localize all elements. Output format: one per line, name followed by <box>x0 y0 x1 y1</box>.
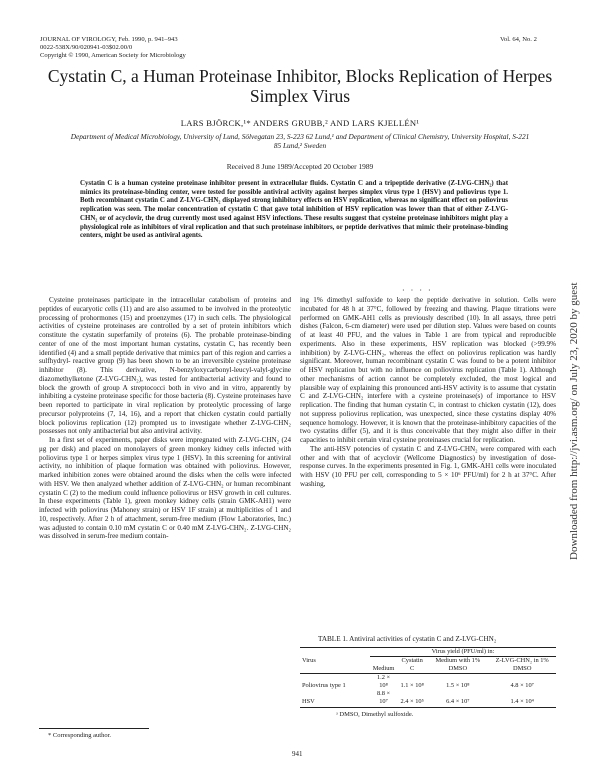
corresponding-author-footnote: * Corresponding author. <box>48 732 112 739</box>
cell-cystatin: 1.1 × 10⁸ <box>400 682 424 689</box>
body-paragraph: The anti-HSV potencies of cystatin C and Z-LVG-CHN₂ were compared with each other and with that of acyclovir (Wellcome Diagnostics) by investigation of dose-response curves. In the experiments presented in Fig. 1, GMK-AH1 cells were inoculated with HSV (10 PFU per cell, corresponding to 5 × 10⁶ PFU/ml) for 2 h at 37°C. After washing, <box>300 444 556 488</box>
issn-line: 0022-538X/90/020941-03$02.00/0 <box>40 44 133 52</box>
body-paragraph: ing 1% dimethyl sulfoxide to keep the peptide derivative in solution. Cells were incubated for 48 h at 37°C, followed by freezing and thawing. Plaque titrations were performed on GMK-AH1 cells as previously described (10). In all assays, three petri dishes (Falcon, 6-cm diameter) were used per dilution step. Values were based on counts of at least 40 PFU, and the values in Table 1 are from typical and reproducible experiments. Also in these experiments, HSV replication was blocked (>99.9% inhibition) by Z-LVG-CHN₂, whereas the effect on poliovirus replication was hardly significant. Moreover, human recombinant cystatin C was found to be a potent inhibitor of HSV replication but with no influence on poliovirus replication (Table 1). Although other mechanisms of action cannot be completely excluded, the most logical and plausible way of explaining this pronounced anti-HSV activity is to assume that cystatin C and Z-LVG-CHN₂ interfere with a cysteine proteinase(s) of importance to HSV replication. The finding that human cystatin C, in contrast to chicken cystatin (12), does not suppress poliovirus replication, was unexpected, since these cystatins display 40% sequence homology. However, it is known that the proteinase-inhibitory capacities of the two cystatins differ (5), and it is thus conceivable that they might also differ in their capacities to inhibit certain viral cysteine proteinases crucial for replication. <box>300 296 556 444</box>
column-header-zlvg: Z-LVG-CHN₂ in 1% DMSO <box>495 657 549 672</box>
footnote-rule <box>39 728 149 729</box>
journal-citation: JOURNAL OF VIROLOGY, Feb. 1990, p. 941–943 <box>40 36 178 43</box>
journal-header <box>40 36 186 61</box>
cell-dmso: 6.4 × 10⁷ <box>446 698 470 705</box>
table-container <box>300 647 556 718</box>
table-row <box>300 690 556 706</box>
cell-dmso: 1.5 × 10⁸ <box>446 682 470 689</box>
author-list: LARS BJÖRCK,¹* ANDERS GRUBB,² AND LARS KJELLÉN¹ <box>180 118 420 128</box>
cell-medium: 8.8 × 10⁷ <box>376 690 391 705</box>
cell-virus: HSV <box>302 698 315 705</box>
section-separator: · · · · <box>402 286 433 295</box>
body-left-column <box>39 296 291 541</box>
column-header-medium: Medium <box>372 665 395 672</box>
article-title: Cystatin C, a Human Proteinase Inhibitor, Blocks Replication of Herpes Simplex Virus <box>47 66 553 106</box>
results-table <box>300 648 556 706</box>
table-footnote: ᵃ DMSO, Dimethyl sulfoxide. <box>336 711 414 718</box>
affiliations: Department of Medical Microbiology, University of Lund, Sölvegatan 23, S-223 62 Lund,¹ and Department of Clinical Chemistry, University Hospital, S-221 85 Lund,² Sweden <box>70 132 530 150</box>
cell-cystatin: 2.4 × 10⁵ <box>400 698 424 705</box>
column-header-virus: Virus <box>302 656 316 664</box>
cell-medium: 1.2 × 10⁸ <box>376 674 391 689</box>
body-paragraph: In a first set of experiments, paper disks were impregnated with Z-LVG-CHN₂ (24 μg per disk) and placed on monolayers of green monkey kidney cells infected with poliovirus type 1 or herpes simplex virus type 1 (HSV). In this screening for antiviral activity, no inhibition of plaque formation was obtained with poliovirus. However, marked inhibition zones were obtained around the disks when the cells were infected with HSV. We then analyzed whether addition of Z-LVG-CHN₂ or human recombinant cystatin C (2) to the medium could influence poliovirus or HSV growth in cell cultures. In these experiments (Table 1), green monkey kidney cells (strain GMK-AH1) were infected with poliovirus (Mahoney strain) or HSV 1F strain) at multiplicities of 1 and 10, respectively. After 2 h of attachment, serum-free medium (Flow Laboratories, Inc.) was adjusted to contain 0.10 mM cystatin C or 0.40 mM Z-LVG-CHN₂. Z-LVG-CHN₂ was dissolved in serum-free medium contain- <box>39 436 291 541</box>
table-row <box>300 674 556 690</box>
copyright-line: Copyright © 1990, American Society for Microbiology <box>40 52 186 60</box>
table-title: TABLE 1. Antiviral activities of cystatin C and Z-LVG-CHN₂ <box>318 635 497 643</box>
volume-label: Vol. 64, No. 2 <box>500 36 537 43</box>
table-bottom-rule <box>300 707 556 708</box>
abstract: Cystatin C is a human cysteine proteinase inhibitor present in extracellular fluids. Cystatin C and a tripeptide derivative (Z-LVG-CHN₂) that mimics its proteinase-binding center, were tested for possible antiviral activity against herpes simplex virus type 1 (HSV) and poliovirus type 1. Both recombinant cystatin C and Z-LVG-CHN₂ displayed strong inhibitory effects on HSV replication, whereas no significant effect on poliovirus replication was seen. The molar concentration of cystatin C that gave total inhibition of HSV replication was lower than that of either Z-LVG-CHN₂ or of acyclovir, the drug currently most used against HSV infections. These results suggest that cysteine proteinase inhibitors might play a physiological role as inhibitors of viral replication and that such proteinase inhibitors, or peptide derivatives that mimic their proteinase-binding centers, might be used as antiviral agents. <box>80 180 508 240</box>
cell-zlvg: 4.8 × 10⁷ <box>510 682 534 689</box>
column-header-dmso: Medium with 1% DMSO <box>435 657 481 672</box>
received-dates: Received 8 June 1989/Accepted 20 October 1989 <box>226 162 374 171</box>
body-right-column <box>300 296 556 489</box>
table-spanner: Virus yield (PFU/ml) in: <box>370 648 556 657</box>
download-stamp: Downloaded from http://jvi.asm.org/ on July 23, 2020 by guest <box>568 282 580 560</box>
body-paragraph: Cysteine proteinases participate in the intracellular catabolism of proteins and peptides of eucaryotic cells (11) and are also assumed to be involved in the proteolytic processing of prohormones (15) and proenzymes (17) in such cells. The physiological activities of cysteine proteinases are controlled by a set of protein inhibitors which constitute the cystatin superfamily of proteins (6). The probable proteinase-binding center of one of the most important human cystatins, cystatin C, has recently been identified (4) and a small peptide derivative that mimics part of this region and carries a sulfhydryl- reactive group (9) has been shown to be an irreversible cysteine proteinase inhibitor (8). This derivative, N-benzyloxycarbonyl-leucyl-valyl-glycine diazomethylketone (Z-LVG-CHN₂), was tested for antibacterial activity and found to block the growth of group A streptococci both in vivo and in vitro, apparently by inhibiting a cysteine proteinase specific for those bacteria (8). Cysteine proteinases have been reported to participate in viral replication by proteolytic processing of large precursor polyproteins (7, 14, 16), and a report that chicken cystatin could partially block poliovirus replication (12) prompted us to investigate whether Z-LVG-CHN₂ possesses not only antibacterial but also antiviral activity. <box>39 296 291 436</box>
cell-zlvg: 1.4 × 10⁴ <box>510 698 534 705</box>
page-number: 941 <box>292 750 303 758</box>
cell-virus: Poliovirus type 1 <box>302 682 346 689</box>
column-header-cystatin: Cystatin C <box>401 657 423 672</box>
